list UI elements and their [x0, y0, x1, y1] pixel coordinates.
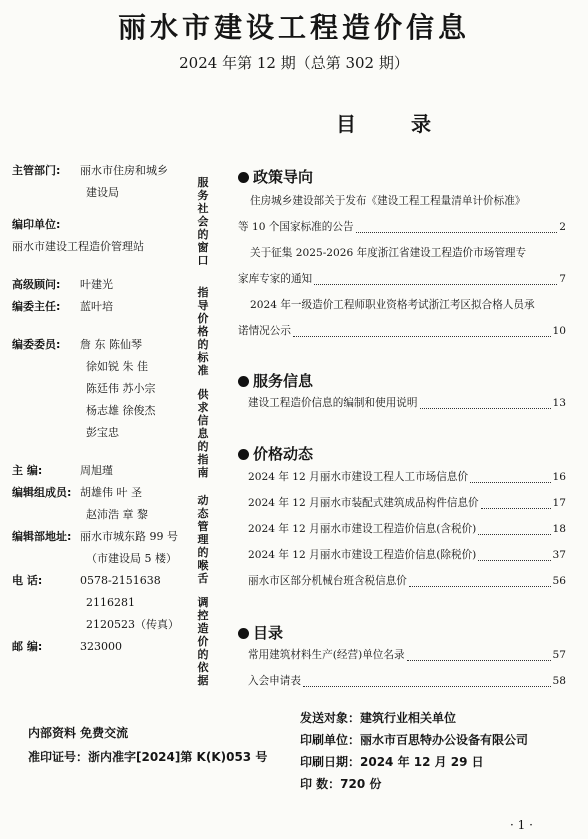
distribution-target: 发送对象：建筑行业相关单位	[300, 711, 457, 725]
toc-page-number: 18	[552, 523, 566, 535]
toc-page-number: 7	[559, 273, 566, 285]
toc-policy-list	[238, 188, 566, 344]
toc-entry-text: 关于征集 2025-2026 年度浙江省建设工程造价市场管理专	[250, 247, 527, 259]
members-line: 徐如锐 朱 佳	[86, 360, 148, 373]
slogan-4: 动态管理的喉舌	[197, 494, 209, 585]
slogan-5: 调控造价的依据	[197, 596, 209, 687]
supervisor-value: 丽水市住房和城乡	[80, 164, 168, 177]
section-title: 目录	[253, 624, 284, 642]
bullet-icon	[238, 449, 249, 460]
director-value: 蓝叶培	[80, 300, 113, 313]
chief-editor-label: 主 编:	[12, 464, 43, 477]
section-price-heading	[238, 443, 313, 464]
bullet-icon	[238, 376, 249, 387]
internal-material-note: 内部资料 免费交流	[28, 726, 129, 740]
toc-page-number: 10	[552, 325, 566, 337]
editorial-group-label: 编辑组成员:	[12, 486, 72, 499]
print-permit-number: 准印证号：浙内准字[2024]第 K(K)053 号	[28, 750, 268, 764]
toc-entry-text: 家库专家的通知	[238, 273, 313, 285]
toc-page-number: 2	[559, 221, 566, 233]
postcode-label: 邮 编:	[12, 640, 43, 653]
editor-unit-value: 丽水市建设工程造价管理站	[12, 240, 144, 253]
members-label: 编委委员:	[12, 338, 61, 351]
slogan-1: 服务社会的窗口	[197, 176, 209, 267]
bullet-icon	[238, 172, 249, 183]
masthead	[12, 160, 187, 658]
chief-editor-value: 周旭瑾	[80, 464, 113, 477]
toc-entry-text: 2024 年 12 月丽水市建设工程造价信息(除税价)	[248, 549, 477, 561]
slogan-3: 供求信息的指南	[197, 388, 209, 479]
toc-price-list	[248, 464, 566, 594]
toc-page-number: 58	[552, 675, 566, 687]
toc-entry-text: 诺情况公示	[238, 325, 291, 337]
toc-entry[interactable]	[248, 464, 566, 490]
toc-entry[interactable]	[248, 516, 566, 542]
issue-number: 2024 年第 12 期（总第 302 期）	[179, 54, 409, 72]
section-directory-heading	[238, 622, 283, 643]
section-title: 价格动态	[253, 445, 314, 463]
editor-unit-label: 编印单位:	[12, 218, 61, 231]
toc-page-number: 16	[552, 471, 566, 483]
toc-entry-text: 入会申请表	[248, 675, 301, 687]
printing-date: 印刷日期：2024 年 12 月 29 日	[300, 755, 484, 769]
toc-entry-text: 建设工程造价信息的编制和使用说明	[248, 397, 418, 409]
toc-entry-text: 住房城乡建设部关于发布《建设工程工程量清单计价标准》	[250, 195, 526, 207]
editorial-group-line: 赵沛浩 章 黎	[86, 508, 148, 521]
phone-label: 电 话:	[12, 574, 43, 587]
bullet-icon	[238, 628, 249, 639]
section-policy-heading	[238, 166, 313, 187]
toc-entry[interactable]	[248, 490, 566, 516]
section-title: 政策导向	[253, 168, 314, 186]
toc-page-number: 37	[552, 549, 566, 561]
toc-entry[interactable]	[248, 542, 566, 568]
slogan-2: 指导价格的标准	[197, 286, 209, 377]
toc-page-number: 17	[552, 497, 566, 509]
toc-entry[interactable]	[248, 668, 566, 694]
address-value-cont: （市建设局 5 楼）	[86, 552, 177, 565]
members-line: 陈廷伟 苏小宗	[86, 382, 156, 395]
section-title: 服务信息	[253, 372, 314, 390]
phone-value: 2116281	[86, 596, 135, 609]
toc-entry-text: 2024 年 12 月丽水市装配式建筑成品构件信息价	[248, 497, 479, 509]
toc-page-number: 56	[552, 575, 566, 587]
members-line: 彭宝忠	[86, 426, 119, 439]
toc-page-number: 57	[552, 649, 566, 661]
toc-entry[interactable]	[238, 266, 566, 292]
director-label: 编委主任:	[12, 300, 61, 313]
advisor-value: 叶建光	[80, 278, 113, 291]
toc-entry-text: 2024 年 12 月丽水市建设工程人工市场信息价	[248, 471, 469, 483]
advisor-label: 高级顾问:	[12, 278, 61, 291]
supervisor-value-cont: 建设局	[86, 186, 119, 199]
toc-entry-text: 等 10 个国家标准的公告	[238, 221, 354, 233]
phone-value: 0578-2151638	[80, 574, 161, 587]
toc-entry-text: 2024 年 12 月丽水市建设工程造价信息(含税价)	[248, 523, 477, 535]
print-run: 印 数：720 份	[300, 777, 382, 791]
section-service-heading	[238, 370, 313, 391]
toc-directory-list	[248, 642, 566, 694]
address-value: 丽水市城东路 99 号	[80, 530, 178, 543]
toc-heading: 目 录	[336, 112, 455, 136]
editorial-group-line: 胡雄伟 叶 圣	[80, 486, 142, 499]
toc-entry-text: 丽水市区部分机械台班含税信息价	[248, 575, 407, 587]
members-line: 杨志雄 徐俊杰	[86, 404, 156, 417]
fax-value: 2120523（传真）	[86, 618, 179, 631]
toc-service-list	[248, 390, 566, 416]
toc-entry-text: 2024 年一级造价工程师职业资格考试浙江考区拟合格人员承	[250, 299, 535, 311]
printing-unit: 印刷单位：丽水市百思特办公设备有限公司	[300, 733, 529, 747]
toc-entry-text: 常用建筑材料生产(经营)单位名录	[248, 649, 405, 661]
toc-page-number: 13	[552, 397, 566, 409]
toc-entry[interactable]	[248, 568, 566, 594]
toc-entry[interactable]	[238, 318, 566, 344]
postcode-value: 323000	[80, 640, 122, 653]
members-line: 詹 东 陈仙琴	[80, 338, 142, 351]
toc-entry[interactable]	[248, 390, 566, 416]
toc-entry[interactable]	[238, 214, 566, 240]
supervisor-label: 主管部门:	[12, 164, 61, 177]
publication-title: 丽水市建设工程造价信息	[117, 11, 470, 44]
page-number: · 1 ·	[510, 818, 533, 832]
toc-entry[interactable]	[248, 642, 566, 668]
address-label: 编辑部地址:	[12, 530, 72, 543]
